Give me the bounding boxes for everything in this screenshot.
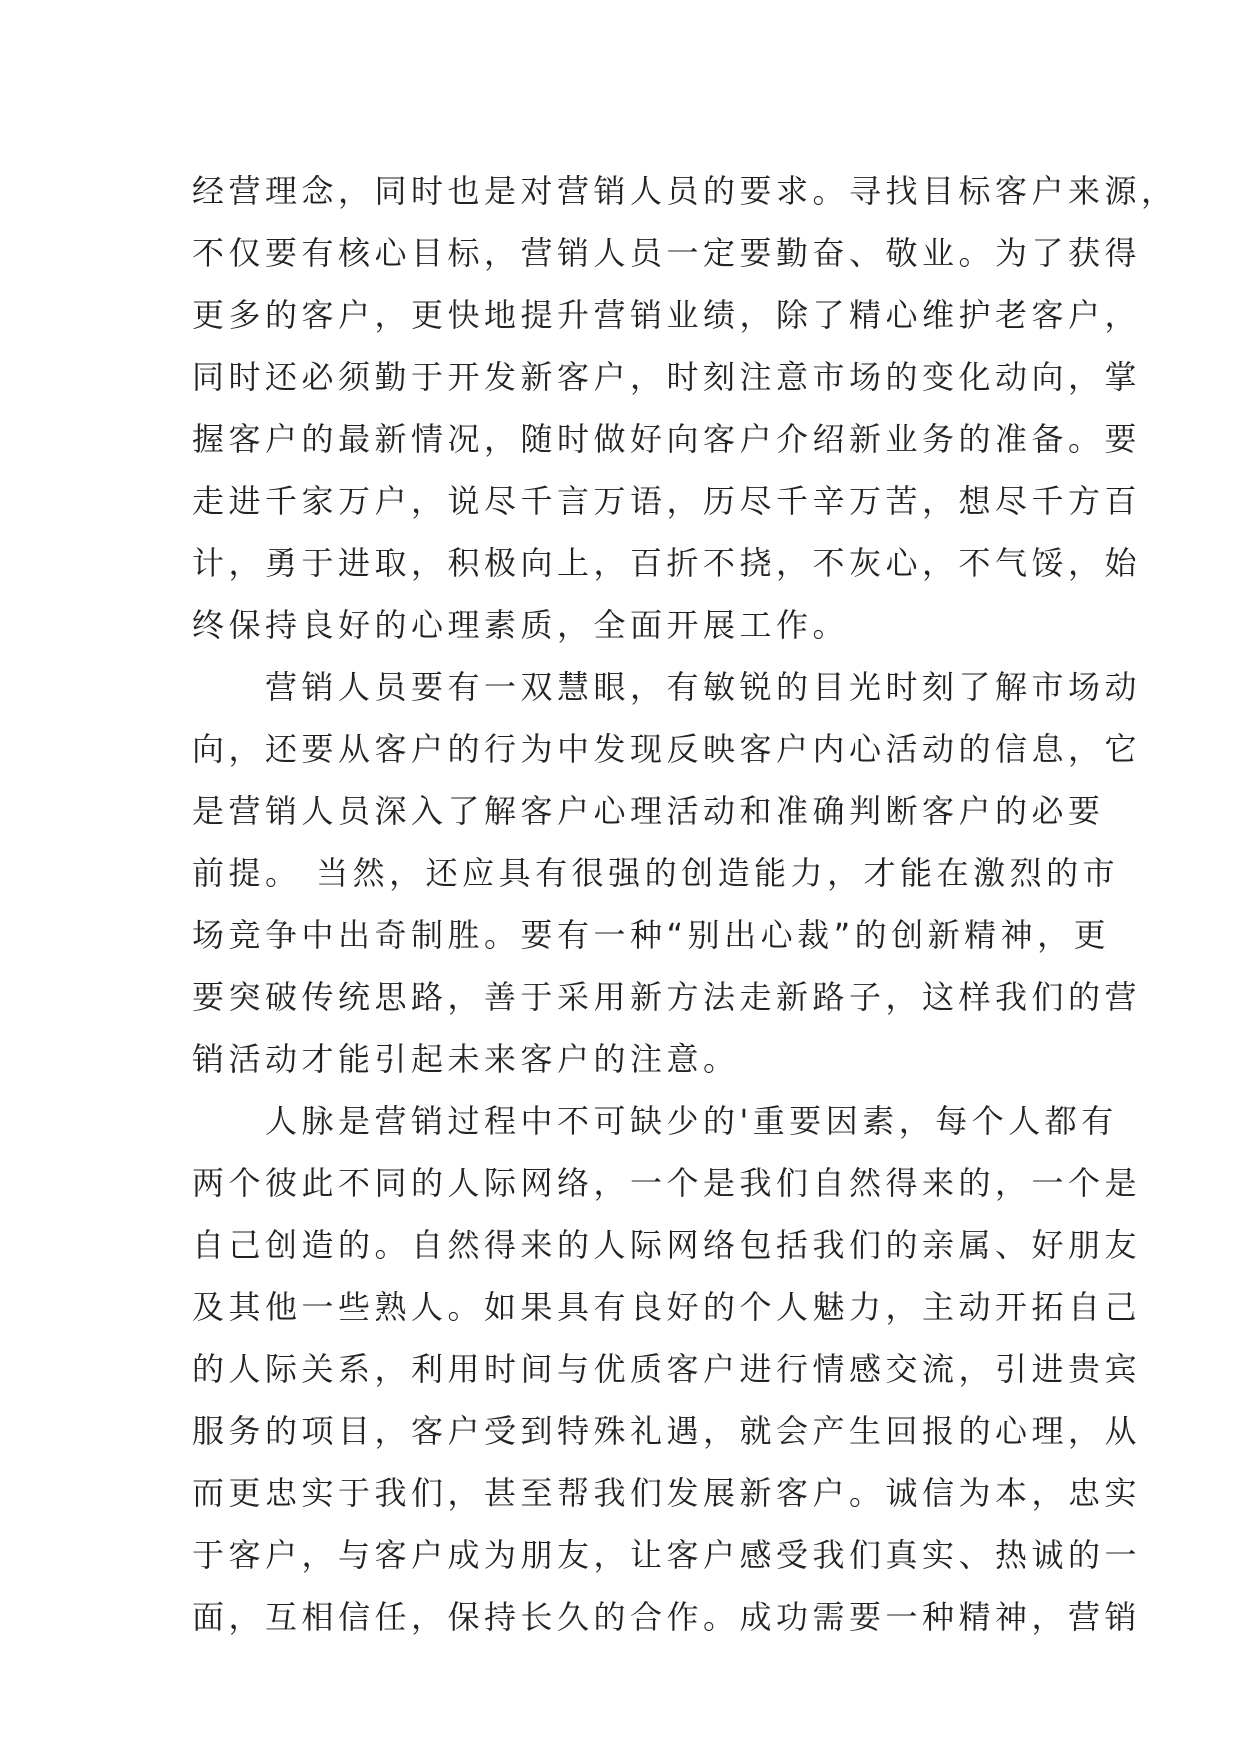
text-line: 的人际关系，利用时间与优质客户进行情感交流，引进贵宾 (192, 1350, 1142, 1388)
text-line: 自己创造的。自然得来的人际网络包括我们的亲属、好朋友 (192, 1226, 1142, 1264)
text-line: 两个彼此不同的人际网络，一个是我们自然得来的，一个是 (192, 1164, 1142, 1202)
text-line: 握客户的最新情况，随时做好向客户介绍新业务的准备。要 (192, 420, 1142, 458)
text-line: 同时还必须勤于开发新客户，时刻注意市场的变化动向，掌 (192, 358, 1142, 396)
text-line: 向，还要从客户的行为中发现反映客户内心活动的信息，它 (192, 730, 1142, 768)
text-line: 而更忠实于我们，甚至帮我们发展新客户。诚信为本，忠实 (192, 1474, 1142, 1512)
text-line: 前提。 当然，还应具有很强的创造能力，才能在激烈的市 (192, 854, 1120, 892)
text-line: 面，互相信任，保持长久的合作。成功需要一种精神，营销 (192, 1598, 1142, 1636)
text-line: 是营销人员深入了解客户心理活动和准确判断客户的必要 (192, 792, 1105, 830)
text-line: 销活动才能引起未来客户的注意。 (192, 1040, 740, 1078)
text-line: 人脉是营销过程中不可缺少的'重要因素，每个人都有 (192, 1102, 1118, 1140)
body-text (192, 160, 1178, 1648)
text-line: 更多的客户，更快地提升营销业绩，除了精心维护老客户， (192, 296, 1142, 334)
text-line: 营销人员要有一双慧眼，有敏锐的目光时刻了解市场动 (192, 668, 1142, 706)
text-line: 终保持良好的心理素质，全面开展工作。 (192, 606, 850, 644)
text-line: 服务的项目，客户受到特殊礼遇，就会产生回报的心理，从 (192, 1412, 1142, 1450)
text-line: 走进千家万户，说尽千言万语，历尽千辛万苦，想尽千方百 (192, 482, 1142, 520)
text-line: 经营理念，同时也是对营销人员的要求。寻找目标客户来源， (192, 172, 1178, 210)
text-line: 不仅要有核心目标，营销人员一定要勤奋、敬业。为了获得 (192, 234, 1142, 272)
text-line: 计，勇于进取，积极向上，百折不挠，不灰心，不气馁，始 (192, 544, 1142, 582)
text-line: 及其他一些熟人。如果具有良好的个人魅力，主动开拓自己 (192, 1288, 1142, 1326)
text-line: 于客户，与客户成为朋友，让客户感受我们真实、热诚的一 (192, 1536, 1142, 1574)
text-line: 场竞争中出奇制胜。要有一种“别出心裁”的创新精神，更 (192, 916, 1111, 954)
text-line: 要突破传统思路，善于采用新方法走新路子，这样我们的营 (192, 978, 1142, 1016)
